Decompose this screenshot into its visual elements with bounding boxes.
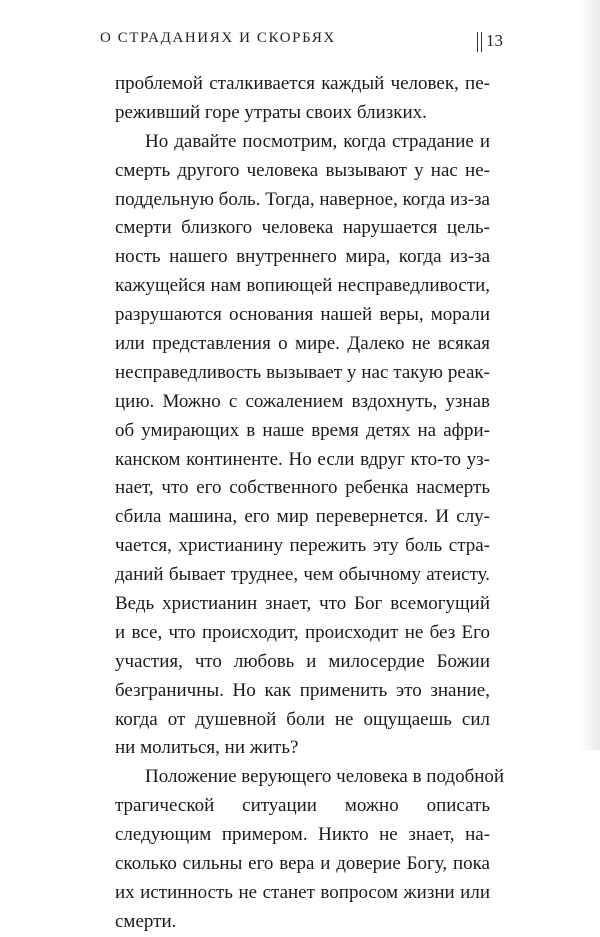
text-line: смерть другого человека вызывают у нас не- bbox=[115, 159, 490, 181]
text-line: сбила машина, его мир перевернется. И слу- bbox=[115, 506, 490, 528]
text-line: и все, что происходит, происходит не без Его bbox=[115, 621, 490, 643]
text-line: об умирающих в наше время детях на афри- bbox=[115, 419, 490, 441]
text-line: их истинность не станет вопросом жизни или bbox=[115, 881, 490, 903]
text-line: цию. Можно с сожалением вздохнуть, узнав bbox=[115, 390, 490, 412]
text-line: ни молиться, ни жить? bbox=[115, 737, 299, 759]
text-line: разрушаются основания нашей веры, морали bbox=[115, 304, 490, 326]
page-edge-shade bbox=[578, 0, 600, 750]
text-line: Ведь христианин знает, что Бог всемогущий bbox=[115, 593, 490, 615]
text-line: чается, христианину пережить эту боль стра- bbox=[115, 535, 490, 557]
text-line: сколько сильны его вера и доверие Богу, пока bbox=[115, 853, 490, 875]
text-line: смерти. bbox=[115, 910, 177, 932]
text-line: реживший горе утраты своих близких. bbox=[115, 101, 427, 123]
text-line: нает, что его собственного ребенка насмерть bbox=[115, 477, 490, 499]
text-line: несправедливость вызывает у нас такую реак- bbox=[115, 361, 490, 383]
text-line: или представления о мире. Далеко не всякая bbox=[115, 333, 490, 355]
body-text bbox=[115, 70, 505, 937]
text-line: Но давайте посмотрим, когда страдание и bbox=[145, 130, 490, 152]
text-line: безграничны. Но как применить это знание, bbox=[115, 679, 490, 701]
header-double-rule bbox=[477, 32, 482, 52]
text-line: даний бывает труднее, чем обычному атеисту. bbox=[115, 564, 490, 586]
page-number: 13 bbox=[486, 31, 503, 50]
text-line: смерти близкого человека нарушается цель- bbox=[115, 217, 490, 239]
text-line: Положение верующего человека в подобной bbox=[145, 766, 505, 788]
text-line: поддельную боль. Тогда, наверное, когда из-за bbox=[115, 188, 490, 210]
text-line: трагической ситуации можно описать bbox=[115, 795, 490, 817]
running-head-title: О СТРАДАНИЯХ И СКОРБЯХ bbox=[100, 30, 336, 46]
text-line: ность нашего внутреннего мира, когда из-за bbox=[115, 246, 490, 268]
text-line: когда от душевной боли не ощущаешь сил bbox=[115, 708, 490, 730]
text-line: проблемой сталкивается каждый человек, пе- bbox=[115, 73, 490, 94]
text-line: участия, что любовь и милосердие Божии bbox=[115, 650, 490, 672]
text-line: канском континенте. Но если вдруг кто-то уз- bbox=[115, 448, 490, 470]
text-line: следующим примером. Никто не знает, на- bbox=[115, 824, 490, 846]
text-line: кажущейся нам вопиющей несправедливости, bbox=[115, 275, 490, 297]
